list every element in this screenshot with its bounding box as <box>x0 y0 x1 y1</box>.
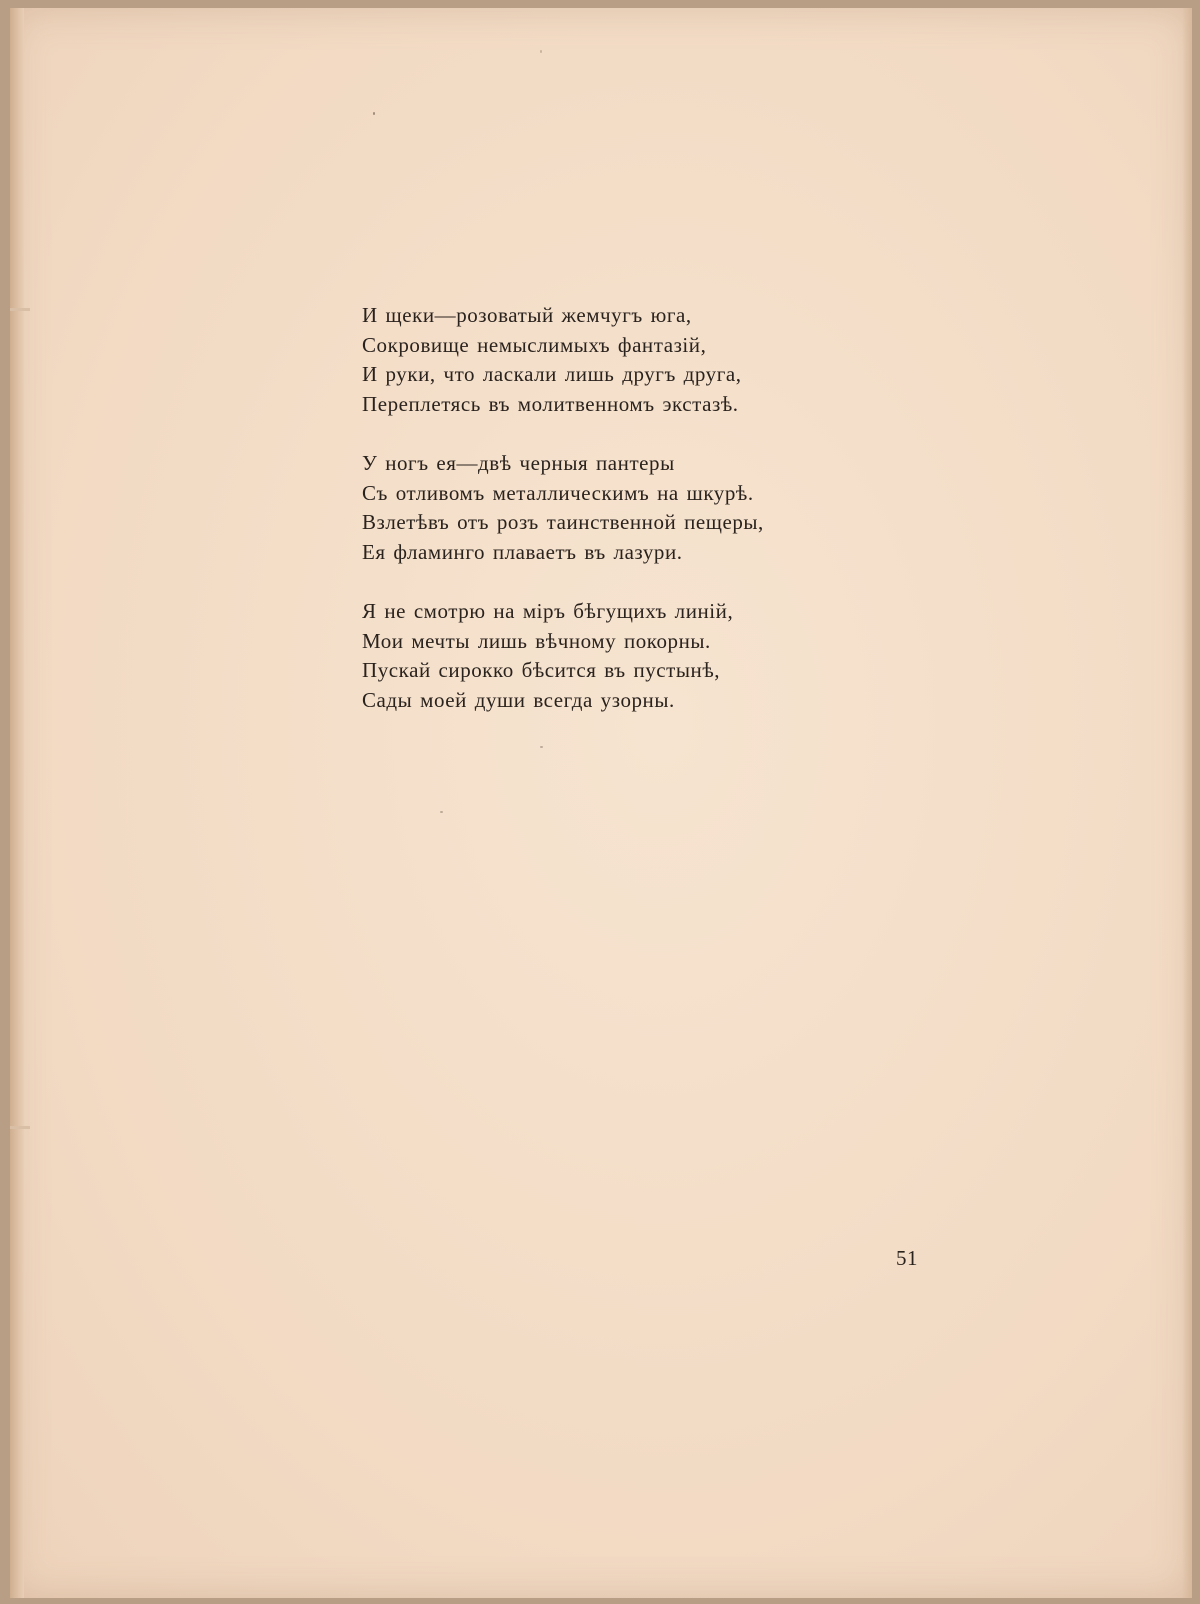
stanza-2 <box>362 449 882 567</box>
poem-line: Я не смотрю на міръ бѣгущихъ линій, <box>362 599 734 623</box>
poem-line: Пускай сирокко бѣсится въ пустынѣ, <box>362 658 721 682</box>
poem-line: Переплетясь въ молитвенномъ экстазѣ. <box>362 391 739 416</box>
poem-line: И щеки—розоватый жемчугъ юга, <box>362 303 692 327</box>
paper-speck <box>540 50 542 53</box>
poem-line: У ногъ ея—двѣ черныя пантеры <box>362 451 675 475</box>
page-edge-notch <box>10 308 30 311</box>
page-number: 51 <box>896 1246 918 1270</box>
paper-speck <box>440 811 443 813</box>
poem <box>362 301 882 745</box>
poem-line: Съ отливомъ металлическимъ на шкурѣ. <box>362 480 754 505</box>
poem-line: Взлетѣвъ отъ розъ таинственной пещеры, <box>362 510 764 534</box>
paper-speck <box>540 746 543 748</box>
poem-line: Мои мечты лишь вѣчному покорны. <box>362 628 711 653</box>
paper-speck <box>373 112 375 115</box>
page-spine <box>10 8 24 1598</box>
poem-line: Сокровище немыслимыхъ фантазій, <box>362 332 707 357</box>
poem-line: И руки, что ласкали лишь другъ друга, <box>362 362 742 386</box>
stanza-1 <box>362 301 882 419</box>
book-page <box>10 8 1192 1598</box>
page-right-edge <box>1182 8 1192 1598</box>
stanza-3 <box>362 597 882 715</box>
poem-line: Сады моей души всегда узорны. <box>362 687 675 712</box>
page-edge-notch <box>10 1126 30 1129</box>
poem-line: Ея фламинго плаваетъ въ лазури. <box>362 539 683 564</box>
